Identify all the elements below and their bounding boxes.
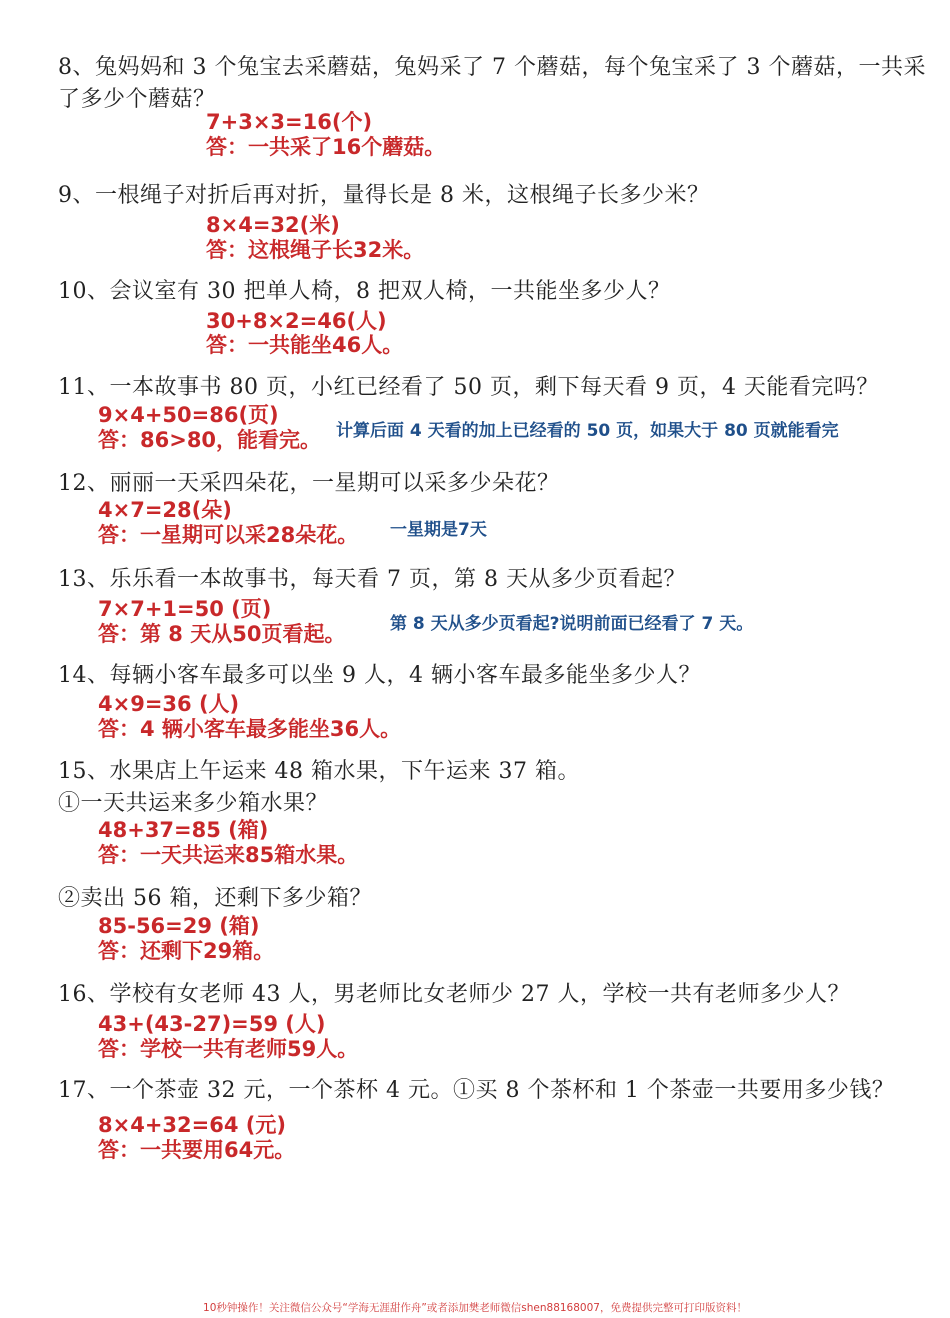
- promo-footer: 10秒钟操作！关注微信公众号“学海无涯甜作舟”或者添加樊老师微信shen88168007，免费提供完整可打印版资料！: [203, 1302, 747, 1314]
- problem-13-answer: 答：第 8 天从50页看起。: [98, 622, 346, 646]
- problem-10-question: 10、会议室有 30 把单人椅，8 把双人椅，一共能坐多少人？: [58, 279, 671, 304]
- problem-13-question: 13、乐乐看一本故事书，每天看 7 页，第 8 天从多少页看起？: [58, 567, 686, 592]
- problem-15-part1-equation: 48+37=85 (箱): [98, 818, 269, 842]
- problem-9-question: 9、一根绳子对折后再对折，量得长是 8 米，这根绳子长多少米？: [58, 183, 710, 208]
- problem-16-answer: 答：学校一共有老师59人。: [98, 1037, 359, 1061]
- problem-16-question: 16、学校有女老师 43 人，男老师比女老师少 27 人，学校一共有老师多少人？: [58, 982, 850, 1007]
- problem-8-question: 8、兔妈妈和 3 个兔宝去采蘑菇，兔妈采了 7 个蘑菇，每个兔宝采了 3 个蘑菇，一共采: [58, 55, 926, 80]
- problem-12-question: 12、丽丽一天采四朵花，一星期可以采多少朵花？: [58, 471, 560, 496]
- problem-13-note: 第 8 天从多少页看起?说明前面已经看了 7 天。: [390, 614, 754, 634]
- problem-15-part2-equation: 85-56=29 (箱): [98, 914, 260, 938]
- problem-14-answer: 答：4 辆小客车最多能坐36人。: [98, 717, 402, 741]
- problem-11-answer: 答：86>80，能看完。: [98, 428, 322, 452]
- problem-12-answer: 答：一星期可以采28朵花。: [98, 523, 359, 547]
- problem-15-part1-question: ①一天共运来多少箱水果？: [58, 791, 329, 816]
- problem-16-equation: 43+(43-27)=59 (人): [98, 1012, 326, 1036]
- problem-10-answer: 答：一共能坐46人。: [206, 333, 404, 357]
- problem-15-part1-answer: 答：一天共运来85箱水果。: [98, 843, 359, 867]
- problem-17-answer: 答：一共要用64元。: [98, 1138, 296, 1162]
- problem-17-question: 17、一个茶壶 32 元，一个茶杯 4 元。①买 8 个茶杯和 1 个茶壶一共要用多少钱？: [58, 1078, 895, 1103]
- problem-9-equation: 8×4=32(米): [206, 213, 340, 237]
- problem-8-question-cont: 了多少个蘑菇？: [58, 87, 216, 112]
- problem-11-question: 11、一本故事书 80 页，小红已经看了 50 页，剩下每天看 9 页，4 天能看完吗？: [58, 375, 879, 400]
- problem-15-part2-question: ②卖出 56 箱，还剩下多少箱？: [58, 886, 372, 911]
- problem-10-equation: 30+8×2=46(人): [206, 309, 387, 333]
- problem-8-equation: 7+3×3=16(个): [206, 110, 373, 134]
- problem-17-equation: 8×4+32=64 (元): [98, 1113, 286, 1137]
- problem-14-equation: 4×9=36 (人): [98, 692, 240, 716]
- problem-12-note: 一星期是7天: [390, 520, 487, 540]
- problem-11-note: 计算后面 4 天看的加上已经看的 50 页，如果大于 80 页就能看完: [336, 421, 839, 441]
- problem-12-equation: 4×7=28(朵): [98, 498, 232, 522]
- problem-15-question: 15、水果店上午运来 48 箱水果，下午运来 37 箱。: [58, 759, 580, 784]
- problem-14-question: 14、每辆小客车最多可以坐 9 人，4 辆小客车最多能坐多少人？: [58, 663, 701, 688]
- problem-15-part2-answer: 答：还剩下29箱。: [98, 939, 275, 963]
- problem-8-answer: 答：一共采了16个蘑菇。: [206, 135, 446, 159]
- problem-9-answer: 答：这根绳子长32米。: [206, 238, 425, 262]
- problem-11-equation: 9×4+50=86(页): [98, 403, 279, 427]
- problem-13-equation: 7×7+1=50 (页): [98, 597, 272, 621]
